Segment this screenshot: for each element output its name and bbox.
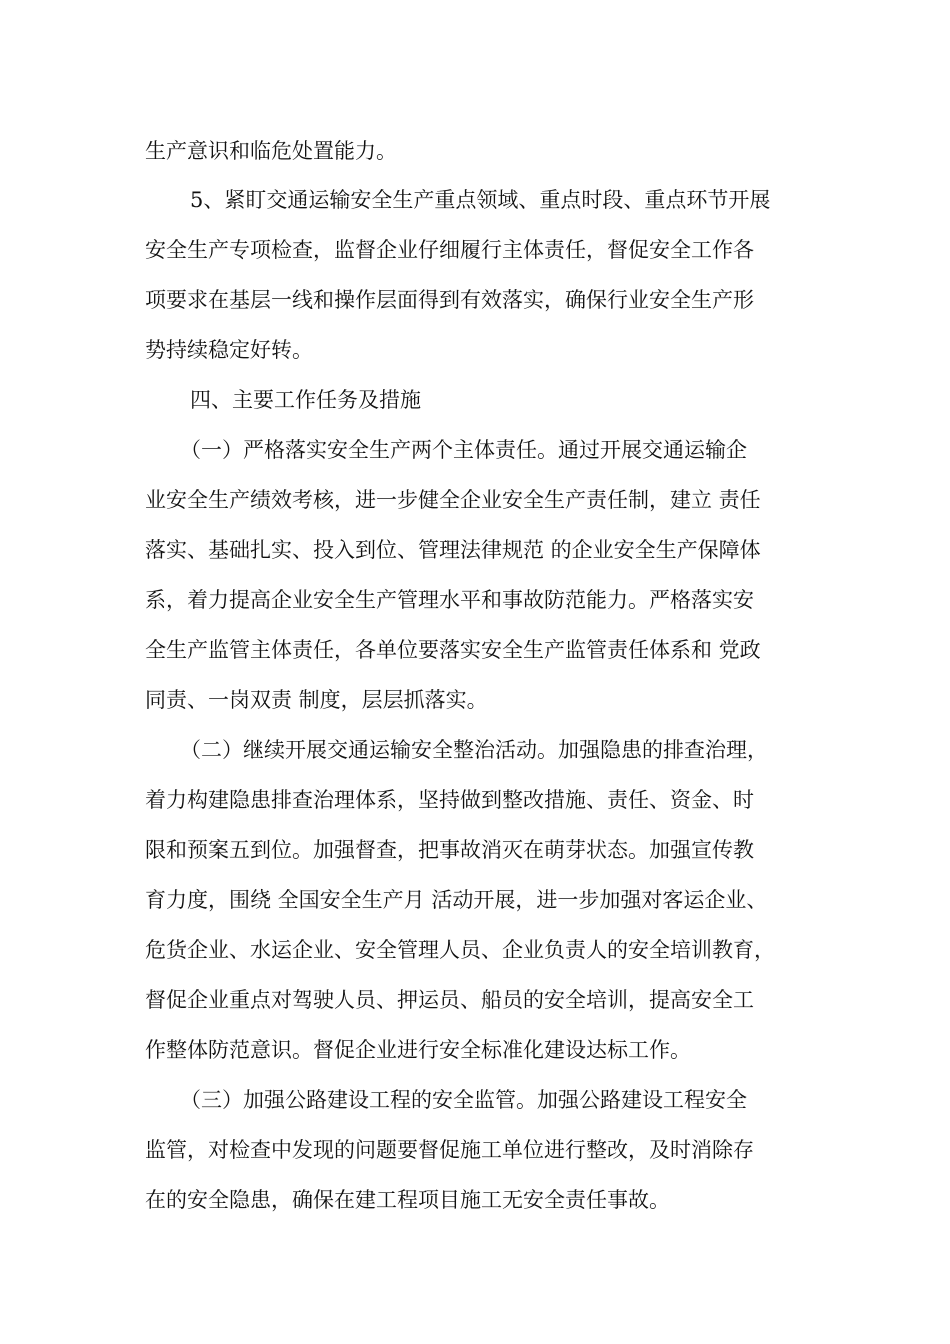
paragraph-1-heading: （一）严格落实安全生产两个主体责任。通过开展交通运输企 <box>180 438 747 462</box>
text-line: 监管，对检查中发现的问题要督促施工单位进行整改，及时消除存 <box>145 1138 754 1162</box>
text-line: 督促企业重点对驾驶人员、押运员、船员的安全培训，提高安全工 <box>145 988 754 1012</box>
text-line: 生产意识和临危处置能力。 <box>145 139 397 163</box>
text-line: 系，着力提高企业安全生产管理水平和事故防范能力。严格落实安 <box>145 588 754 612</box>
text-line: 项要求在基层一线和操作层面得到有效落实，确保行业安全生产形 <box>145 288 754 312</box>
text-line: 同责、一岗双责 制度，层层抓落实。 <box>145 688 488 712</box>
text-line: 全生产监管主体责任，各单位要落实安全生产监管责任体系和 党政 <box>145 638 761 662</box>
text-line: 育力度，围绕 全国安全生产月 活动开展，进一步加强对客运企业、 <box>145 888 768 912</box>
text-line: 危货企业、水运企业、安全管理人员、企业负责人的安全培训教育， <box>145 938 775 962</box>
text-line: 落实、基础扎实、投入到位、管理法律规范 的企业安全生产保障体 <box>145 538 761 562</box>
text-line: 在的安全隐患，确保在建工程项目施工无安全责任事故。 <box>145 1188 670 1212</box>
paragraph-3-heading: （三）加强公路建设工程的安全监管。加强公路建设工程安全 <box>180 1088 747 1112</box>
text-line: 安全生产专项检查，监督企业仔细履行主体责任，督促安全工作各 <box>145 238 754 262</box>
text-line: 作整体防范意识。督促企业进行安全标准化建设达标工作。 <box>145 1038 691 1062</box>
section-heading: 四、主要工作任务及措施 <box>190 388 421 412</box>
text-line: 势持续稳定好转。 <box>145 338 313 362</box>
paragraph-2-heading: （二）继续开展交通运输安全整治活动。加强隐患的排查治理， <box>180 738 768 762</box>
paragraph-5-heading: 5、紧盯交通运输安全生产重点领域、重点时段、重点环节开展 <box>190 188 771 212</box>
text-line: 业安全生产绩效考核，进一步健全企业安全生产责任制，建立 责任 <box>145 488 761 512</box>
text-line: 着力构建隐患排查治理体系，坚持做到整改措施、责任、资金、时 <box>145 788 754 812</box>
text-line: 限和预案五到位。加强督查，把事故消灭在萌芽状态。加强宣传教 <box>145 838 754 862</box>
